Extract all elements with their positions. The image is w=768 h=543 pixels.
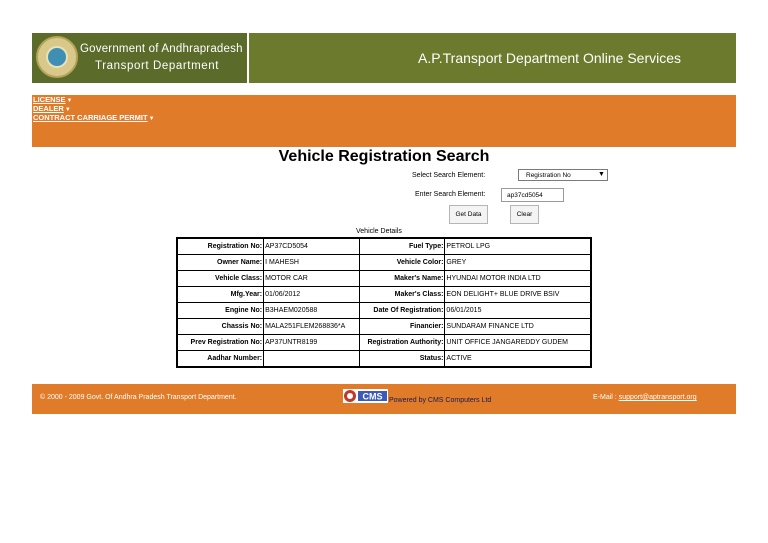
get-data-button[interactable]: Get Data: [449, 205, 488, 224]
field-label: Fuel Type:: [359, 238, 445, 255]
search-input[interactable]: [501, 188, 564, 202]
ap-government-emblem-icon: [36, 36, 78, 78]
field-label: Maker's Class:: [359, 287, 445, 303]
field-label: Registration No:: [177, 238, 264, 255]
field-value: ACTIVE: [445, 351, 591, 368]
menu-contract-carriage-permit-label: CONTRACT CARRIAGE PERMIT: [33, 113, 148, 122]
footer-email: [593, 394, 697, 401]
email-label: E-Mail :: [593, 394, 617, 401]
table-row: [177, 287, 591, 303]
field-label: Maker's Name:: [359, 271, 445, 287]
field-label: Status:: [359, 351, 445, 368]
field-value: AP37CD5054: [264, 238, 360, 255]
menu-dealer-label: DEALER: [33, 104, 64, 113]
field-label: Owner Name:: [177, 255, 264, 271]
field-label: Registration Authority:: [359, 335, 445, 351]
cms-logo-icon: [343, 389, 388, 403]
field-value: 01/06/2012: [264, 287, 360, 303]
dropdown-arrow-icon: ▼: [598, 171, 605, 178]
menu-license-link[interactable]: [33, 95, 72, 104]
table-row: [177, 238, 591, 255]
field-value: AP37UNTR8199: [264, 335, 360, 351]
powered-by-text: Powered by CMS Computers Ltd: [389, 397, 492, 404]
field-label: Chassis No:: [177, 319, 264, 335]
enter-search-element-label: Enter Search Element:: [415, 191, 486, 198]
field-label: Vehicle Class:: [177, 271, 264, 287]
field-label: Aadhar Number:: [177, 351, 264, 368]
field-value: SUNDARAM FINANCE LTD: [445, 319, 591, 335]
search-element-select[interactable]: [518, 169, 608, 181]
field-value: UNIT OFFICE JANGAREDDY GUDEM: [445, 335, 591, 351]
table-row: [177, 271, 591, 287]
chevron-down-icon: ▼: [64, 107, 71, 113]
field-value: HYUNDAI MOTOR INDIA LTD: [445, 271, 591, 287]
copyright-text: © 2000 - 2009 Govt. Of Andhra Pradesh Transport Department.: [40, 394, 237, 401]
portal-title: A.P.Transport Department Online Services: [418, 50, 682, 66]
select-search-element-label: Select Search Element:: [412, 172, 486, 179]
table-row: [177, 335, 591, 351]
vehicle-details-caption: Vehicle Details: [356, 228, 402, 235]
chevron-down-icon: ▼: [66, 98, 73, 104]
email-link[interactable]: support@aptransport.org: [618, 394, 697, 401]
field-value: 06/01/2015: [445, 303, 591, 319]
field-value: GREY: [445, 255, 591, 271]
menu-license-label: LICENSE: [33, 95, 66, 104]
field-value: [264, 351, 360, 368]
menu-dealer-link[interactable]: [33, 104, 71, 113]
field-value: PETROL LPG: [445, 238, 591, 255]
cms-logo-text: CMS: [362, 391, 383, 402]
field-value: B3HAEM020588: [264, 303, 360, 319]
table-row: [177, 319, 591, 335]
government-title: Government of Andhrapradesh: [80, 43, 243, 55]
table-row: [177, 351, 591, 368]
field-label: Vehicle Color:: [359, 255, 445, 271]
chevron-down-icon: ▼: [148, 116, 155, 122]
field-label: Engine No:: [177, 303, 264, 319]
clear-button[interactable]: Clear: [510, 205, 539, 224]
department-title: Transport Department: [95, 60, 220, 72]
field-value: MALA251FLEM268836*A: [264, 319, 360, 335]
page-title: Vehicle Registration Search: [278, 148, 490, 165]
table-row: [177, 255, 591, 271]
search-element-selected-value: Registration No: [526, 172, 571, 179]
vehicle-details-table: [176, 237, 592, 368]
table-row: [177, 303, 591, 319]
field-label: Date Of Registration:: [359, 303, 445, 319]
field-label: Mfg.Year:: [177, 287, 264, 303]
field-value: MOTOR CAR: [264, 271, 360, 287]
menu-contract-carriage-permit-link[interactable]: [33, 113, 155, 122]
field-label: Prev Registration No:: [177, 335, 264, 351]
field-label: Financier:: [359, 319, 445, 335]
field-value: I MAHESH: [264, 255, 360, 271]
field-value: EON DELIGHT+ BLUE DRIVE BSIV: [445, 287, 591, 303]
